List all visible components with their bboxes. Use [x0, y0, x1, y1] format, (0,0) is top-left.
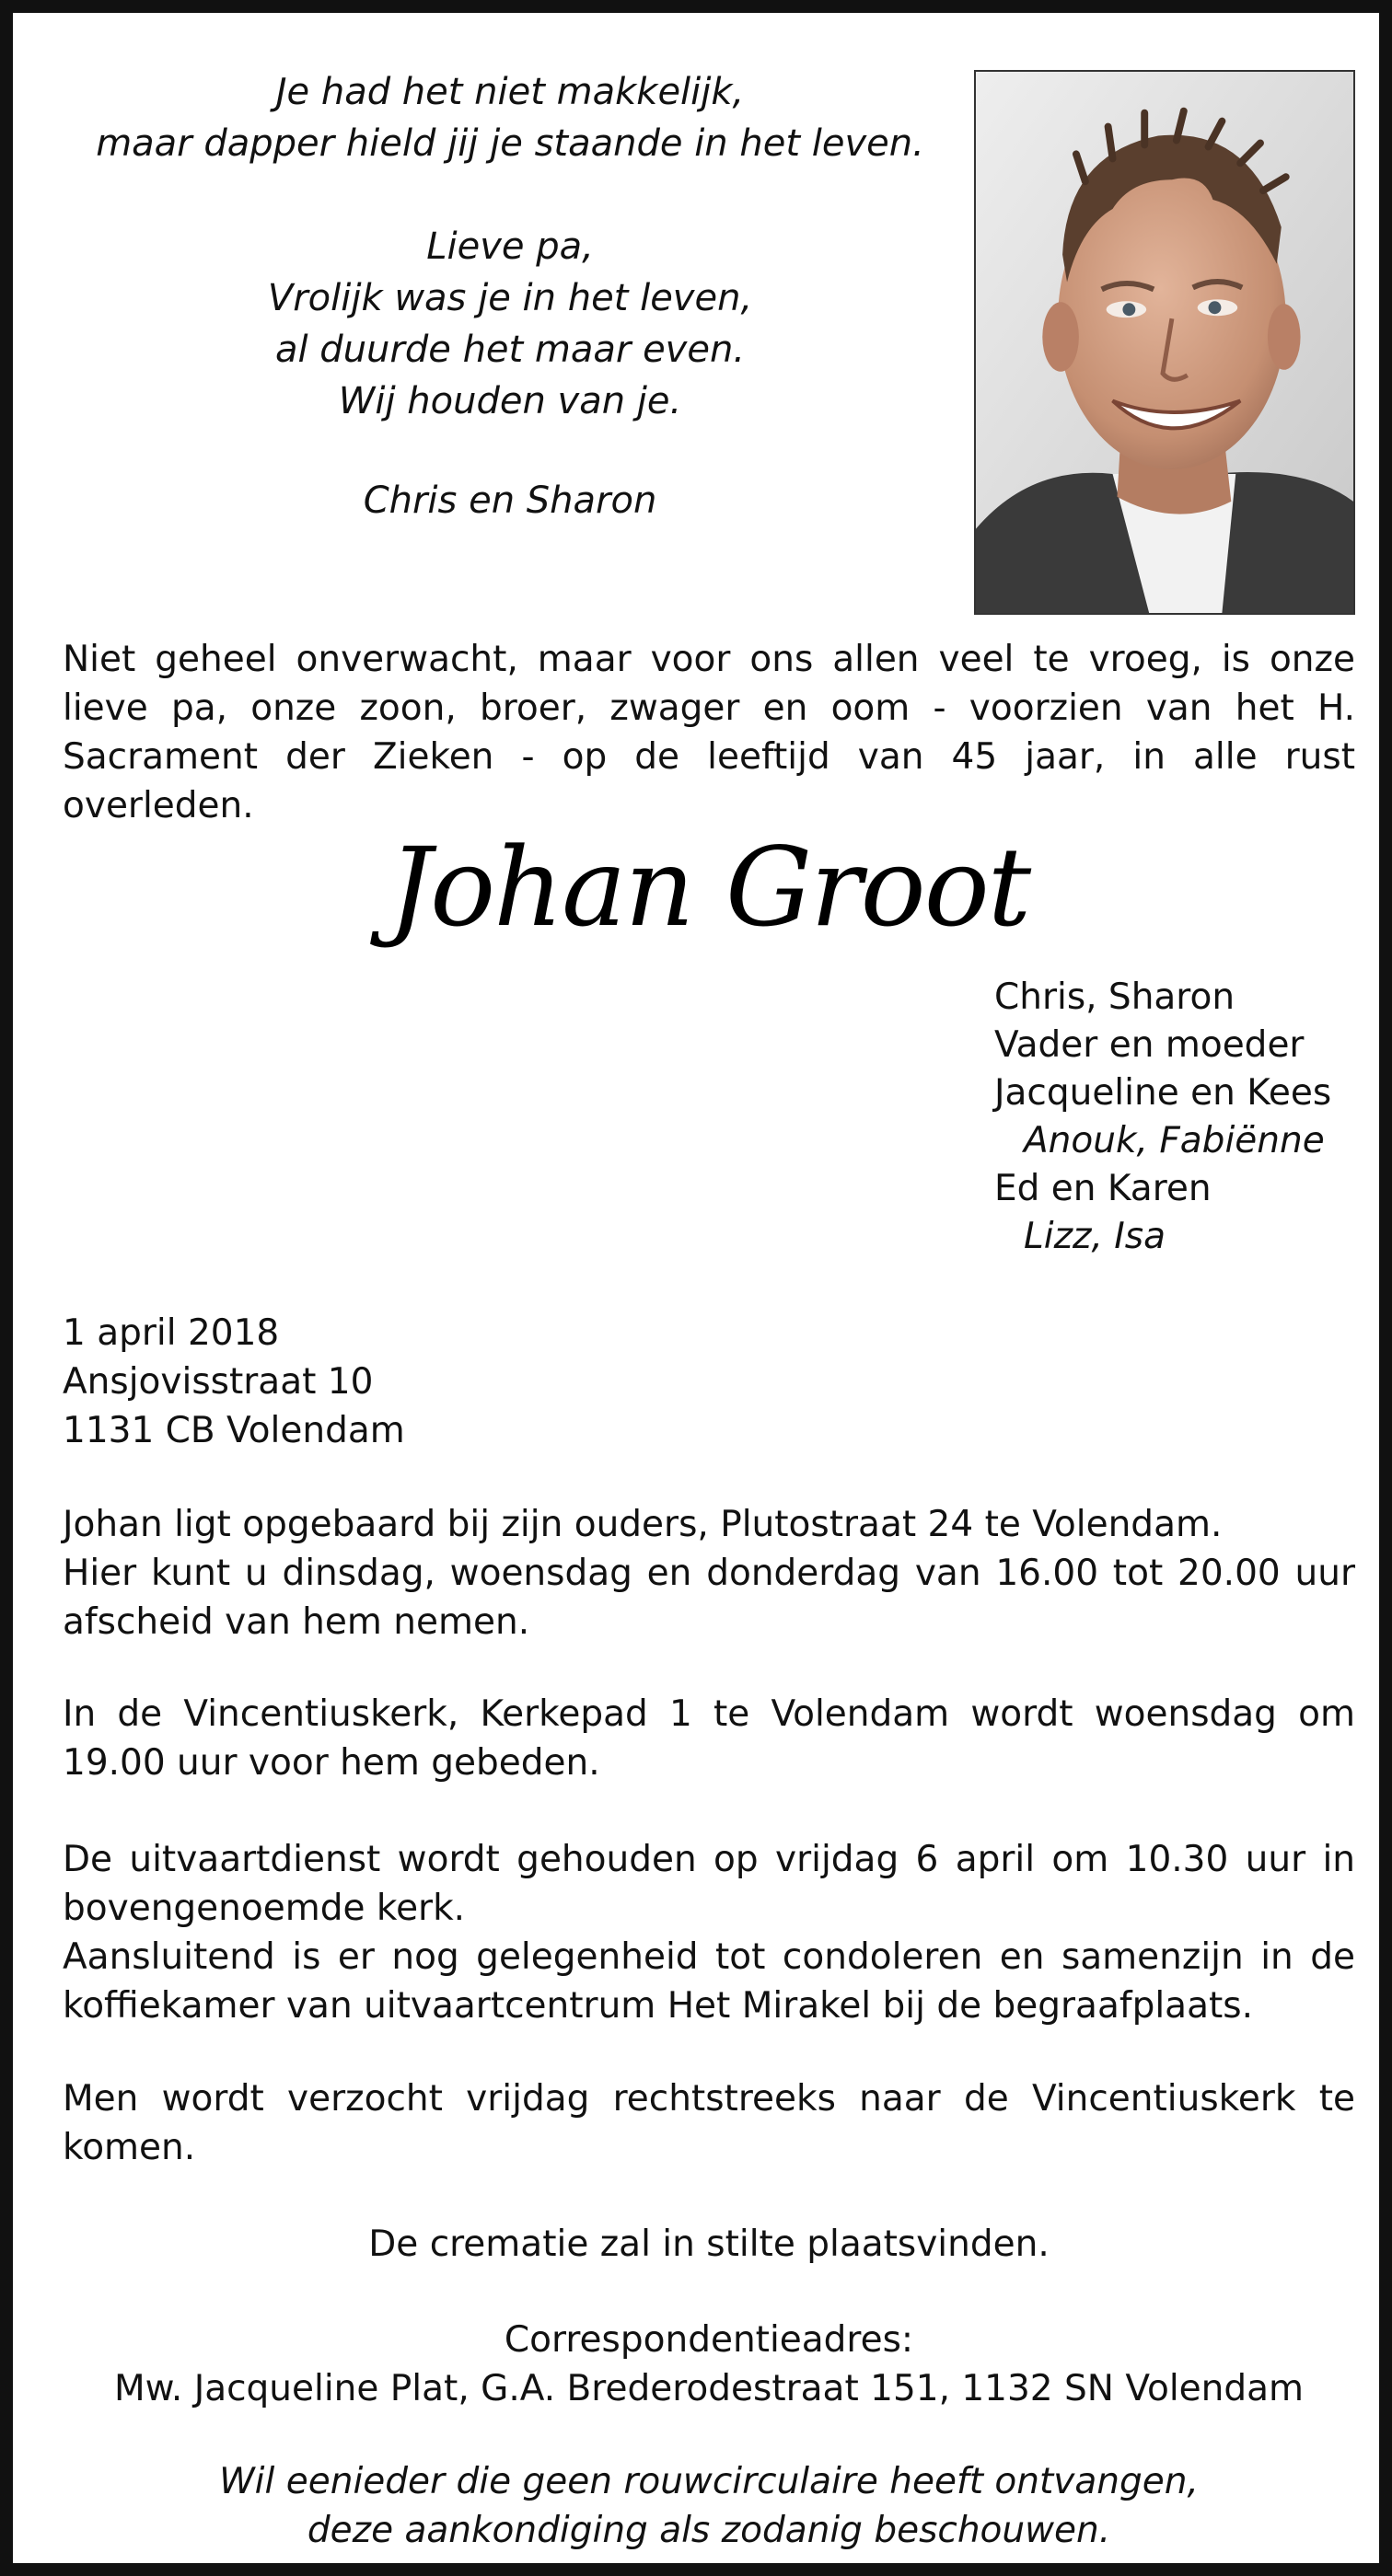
family-member: Ed en Karen [994, 1168, 1212, 1209]
portrait-illustration [976, 72, 1353, 613]
family-member: Jacqueline en Kees [994, 1072, 1332, 1114]
poem-line: Lieve pa, [426, 225, 594, 268]
poem-line: al duurde het maar even. [274, 329, 746, 371]
closing-line: deze aankondiging als zodanig beschouwen. [307, 2510, 1111, 2551]
viewing-line: Hier kunt u dinsdag, woensdag en donderdag van 16.00 tot 20.00 uur afscheid van hem nemen. [63, 1553, 1355, 1643]
portrait-photo-icon [974, 70, 1355, 615]
family-member: Chris, Sharon [994, 976, 1235, 1018]
poem-signature: Chris en Sharon [363, 479, 657, 522]
request-paragraph: Men wordt verzocht vrijdag rechtstreeks naar de Vincentiuskerk te komen. [63, 2078, 1355, 2168]
service-line: De uitvaartdienst wordt gehouden op vrijdag 6 april om 10.30 uur in bovengenoemde kerk. [63, 1839, 1355, 1929]
closing-line: Wil eenieder die geen rouwcirculaire heeft ontvangen, [219, 2461, 1199, 2502]
address-city: 1131 CB Volendam [63, 1410, 405, 1451]
service-line: Aansluitend is er nog gelegenheid tot condoleren en samenzijn in de koffiekamer van uitvaartcentrum Het Mirakel bij de begraafplaats. [63, 1936, 1355, 2027]
viewing-paragraph [63, 1500, 1355, 1646]
poem-line: Je had het niet makkelijk, [275, 71, 745, 113]
family-member: Vader en moeder [994, 1024, 1305, 1066]
address-street: Ansjovisstraat 10 [63, 1361, 374, 1403]
poem-line: maar dapper hield jij je staande in het leven. [96, 122, 924, 165]
home-address [63, 1309, 405, 1455]
date-of-death: 1 april 2018 [63, 1312, 280, 1354]
closing-note [13, 2457, 1392, 2555]
poem-line: Vrolijk was je in het leven, [267, 277, 753, 319]
poem [68, 66, 952, 526]
intro-paragraph: Niet geheel onverwacht, maar voor ons allen veel te vroeg, is onze lieve pa, onze zoon, broer, zwager en oom - voorzien van het H. Sacrament der Zieken - op de leeftijd van 45 jaar, in alle rust overleden. [63, 639, 1355, 826]
family-child: Lizz, Isa [1024, 1216, 1166, 1257]
prayer-paragraph: In de Vincentiuskerk, Kerkepad 1 te Volendam wordt woensdag om 19.00 uur voor hem gebeden. [63, 1693, 1355, 1784]
family-list [994, 974, 1381, 1261]
correspondence-address: Mw. Jacqueline Plat, G.A. Brederodestraat 151, 1132 SN Volendam [113, 2368, 1305, 2409]
correspondence-label: Correspondentieadres: [504, 2319, 914, 2361]
correspondence-block [13, 2316, 1392, 2413]
family-child: Anouk, Fabiënne [1024, 1120, 1325, 1161]
cremation-note: De crematie zal in stilte plaatsvinden. [368, 2224, 1050, 2265]
service-paragraph [63, 1835, 1355, 2030]
viewing-line: Johan ligt opgebaard bij zijn ouders, Plutostraat 24 te Volendam. [63, 1504, 1223, 1545]
deceased-name: Johan Groot [388, 824, 1030, 951]
poem-line: Wij houden van je. [338, 380, 682, 422]
